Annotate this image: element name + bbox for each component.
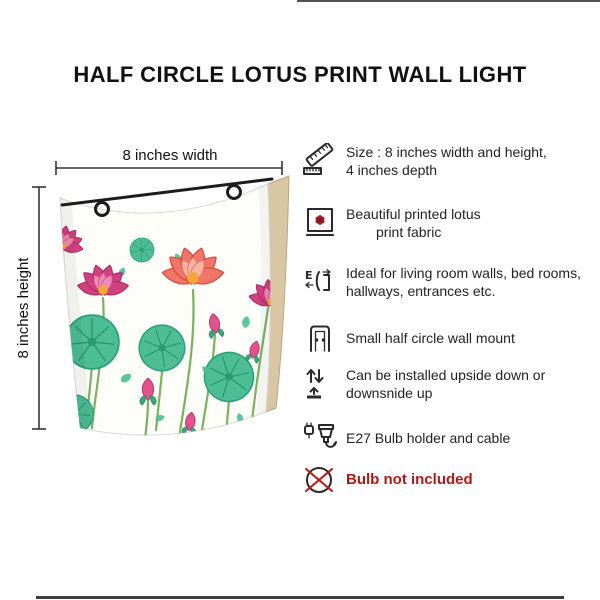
feature-line: hallways, entrances etc. — [346, 283, 496, 299]
feature-no-bulb — [302, 462, 596, 498]
feature-mount — [302, 320, 596, 356]
entrance-icon — [302, 264, 342, 300]
bulb-holder-icon — [302, 420, 342, 456]
page-title: HALF CIRCLE LOTUS PRINT WALL LIGHT — [73, 62, 527, 87]
height-dimension-line — [32, 187, 46, 429]
svg-text:E: E — [305, 269, 313, 282]
height-dimension-label: 8 inches height — [15, 257, 32, 359]
feature-line: Can be installed upside down or — [346, 367, 546, 383]
feature-size — [302, 143, 596, 179]
lotus-fabric-icon — [302, 205, 342, 241]
ruler-icon — [302, 143, 342, 179]
feature-line: Beautiful printed lotus — [346, 206, 481, 222]
feature-line: 4 inches depth — [346, 162, 438, 178]
feature-line: E27 Bulb holder and cable — [346, 430, 511, 446]
feature-orientation — [302, 366, 596, 402]
feature-bulb-holder — [302, 420, 596, 456]
feature-line: Ideal for living room walls, bed rooms, — [346, 265, 581, 281]
feature-rooms — [302, 264, 596, 300]
wall-mount-icon — [302, 320, 342, 356]
feature-line: downsnide up — [346, 385, 433, 401]
width-dimension-label: 8 inches width — [122, 147, 218, 164]
feature-fabric — [302, 205, 596, 241]
image-border-top — [297, 0, 600, 2]
image-border-bottom — [36, 596, 564, 599]
width-dimension-line — [56, 161, 282, 175]
feature-line: Size : 8 inches width and height, — [346, 144, 547, 160]
updown-arrows-icon — [302, 366, 342, 402]
product-photo — [0, 130, 310, 470]
feature-line: print fabric — [376, 224, 442, 240]
feature-line: Small half circle wall mount — [346, 330, 515, 346]
no-bulb-icon — [302, 462, 342, 498]
feature-line: Bulb not included — [346, 471, 473, 488]
